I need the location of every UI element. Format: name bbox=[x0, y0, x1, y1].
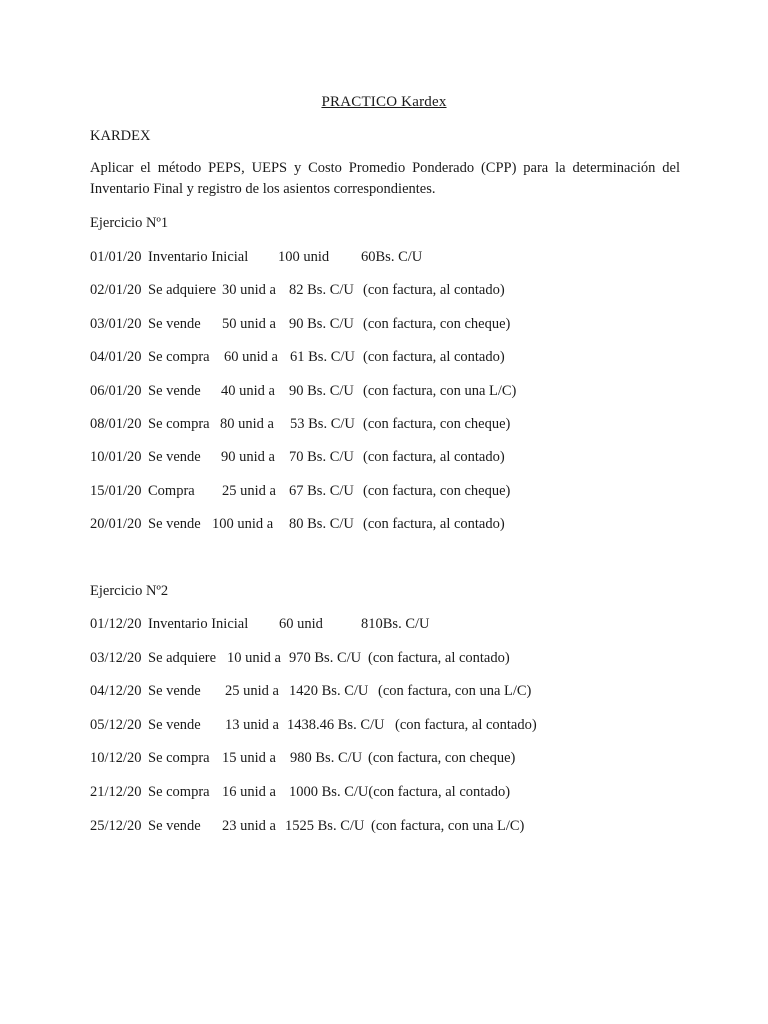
row-qty: 100 unid a bbox=[212, 516, 274, 533]
row-price: 61 Bs. C/U bbox=[290, 349, 355, 366]
row-note: (con factura, con una L/C) bbox=[371, 817, 525, 834]
row-date: 08/01/20 bbox=[90, 416, 142, 432]
row-qty: 10 unid a bbox=[227, 649, 281, 666]
row-note: (con factura, con una L/C) bbox=[363, 382, 517, 399]
row-price: 970 Bs. C/U bbox=[289, 649, 362, 666]
row-note: (con factura, al contado) bbox=[368, 649, 510, 666]
row-qty: 25 unid a bbox=[225, 683, 279, 700]
row-note: (con factura, al contado) bbox=[395, 716, 537, 733]
intro-line-1: Aplicar el método PEPS, UEPS y Costo Promedio Ponderado (CPP) para la determinación del bbox=[90, 160, 680, 176]
row-date: 02/01/20 bbox=[90, 282, 142, 299]
row-price: 1000 Bs. C/U(con factura, al contado) bbox=[289, 784, 511, 800]
row-note: (con factura, con cheque) bbox=[363, 315, 511, 332]
document-title: PRACTICO Kardex bbox=[321, 94, 447, 110]
row-note: (con factura, al contado) bbox=[363, 449, 505, 466]
ejercicio-2-label: Ejercicio Nº2 bbox=[90, 583, 169, 599]
intro-line-2: Inventario Final y registro de los asientos correspondientes. bbox=[90, 181, 436, 197]
row-desc: Se vende bbox=[148, 716, 201, 733]
row-date: 06/01/20 bbox=[90, 382, 142, 399]
row-qty: 60 unid a bbox=[224, 349, 278, 366]
row-desc: Compra bbox=[148, 482, 195, 499]
row-date: 21/12/20 bbox=[90, 784, 142, 800]
row-qty: 90 unid a bbox=[221, 449, 275, 466]
row-desc: Se vende bbox=[148, 683, 201, 700]
row-qty: 16 unid a bbox=[222, 784, 276, 800]
row-desc: Se compra bbox=[148, 750, 210, 767]
row-qty: 30 unid a bbox=[222, 282, 276, 299]
ejercicio-1-label: Ejercicio Nº1 bbox=[90, 215, 169, 231]
row-note: (con factura, al contado) bbox=[363, 349, 505, 366]
row-desc: Se compra bbox=[148, 349, 210, 366]
row-date: 25/12/20 bbox=[90, 817, 142, 834]
row-date: 10/12/20 bbox=[90, 750, 142, 767]
row-qty: 15 unid a bbox=[222, 750, 276, 767]
row-desc: Se adquiere bbox=[148, 649, 217, 666]
row-price: 70 Bs. C/U bbox=[289, 449, 354, 466]
row-price: 90 Bs. C/U bbox=[289, 315, 354, 332]
row-date: 10/01/20 bbox=[90, 449, 142, 466]
row-note: (con factura, al contado) bbox=[363, 282, 505, 299]
row-price: 67 Bs. C/U bbox=[289, 482, 354, 499]
row-qty: 23 unid a bbox=[222, 817, 276, 834]
row-price: 980 Bs. C/U bbox=[290, 750, 363, 767]
row-date: 04/01/20 bbox=[90, 349, 142, 366]
row-desc: Se vende bbox=[148, 516, 201, 533]
row-desc: Se compra bbox=[148, 784, 210, 800]
row-date: 03/12/20 bbox=[90, 649, 142, 666]
row-qty: 100 unid bbox=[278, 249, 330, 265]
row-date: 03/01/20 bbox=[90, 315, 142, 332]
row-date: 01/01/20 bbox=[90, 249, 142, 265]
row-price: 810Bs. C/U bbox=[361, 616, 430, 632]
row-date: 04/12/20 bbox=[90, 683, 142, 700]
row-date: 01/12/20 bbox=[90, 616, 142, 632]
row-desc: Se vende bbox=[148, 449, 201, 466]
row-note: (con factura, con una L/C) bbox=[378, 683, 532, 700]
section-heading: KARDEX bbox=[90, 128, 151, 144]
row-price: 1438.46 Bs. C/U bbox=[287, 716, 385, 733]
row-desc: Inventario Inicial bbox=[148, 249, 249, 265]
row-price: 1420 Bs. C/U bbox=[289, 683, 369, 700]
row-qty: 40 unid a bbox=[221, 382, 275, 399]
row-qty: 80 unid a bbox=[220, 416, 274, 432]
row-desc: Se vende bbox=[148, 817, 201, 834]
row-price: 82 Bs. C/U bbox=[289, 282, 354, 299]
row-note: (con factura, al contado) bbox=[363, 516, 505, 533]
row-note: (con factura, con cheque) bbox=[363, 416, 511, 432]
row-price: 60Bs. C/U bbox=[361, 249, 423, 265]
row-note: (con factura, con cheque) bbox=[363, 482, 511, 499]
row-desc: Se compra bbox=[148, 416, 210, 432]
row-desc: Se vende bbox=[148, 315, 201, 332]
row-date: 20/01/20 bbox=[90, 516, 142, 533]
row-price: 90 Bs. C/U bbox=[289, 382, 354, 399]
row-price: 80 Bs. C/U bbox=[289, 516, 354, 533]
row-desc: Inventario Inicial bbox=[148, 616, 249, 632]
row-date: 05/12/20 bbox=[90, 716, 142, 733]
intro-paragraph bbox=[90, 158, 680, 200]
row-desc: Se adquiere bbox=[148, 282, 217, 299]
row-note: (con factura, con cheque) bbox=[368, 750, 516, 767]
row-desc: Se vende bbox=[148, 382, 201, 399]
row-qty: 13 unid a bbox=[225, 716, 279, 733]
row-qty: 60 unid bbox=[279, 616, 323, 632]
row-price: 1525 Bs. C/U bbox=[285, 817, 365, 834]
row-qty: 25 unid a bbox=[222, 482, 276, 499]
row-date: 15/01/20 bbox=[90, 482, 142, 499]
row-price: 53 Bs. C/U bbox=[290, 416, 355, 432]
row-qty: 50 unid a bbox=[222, 315, 276, 332]
